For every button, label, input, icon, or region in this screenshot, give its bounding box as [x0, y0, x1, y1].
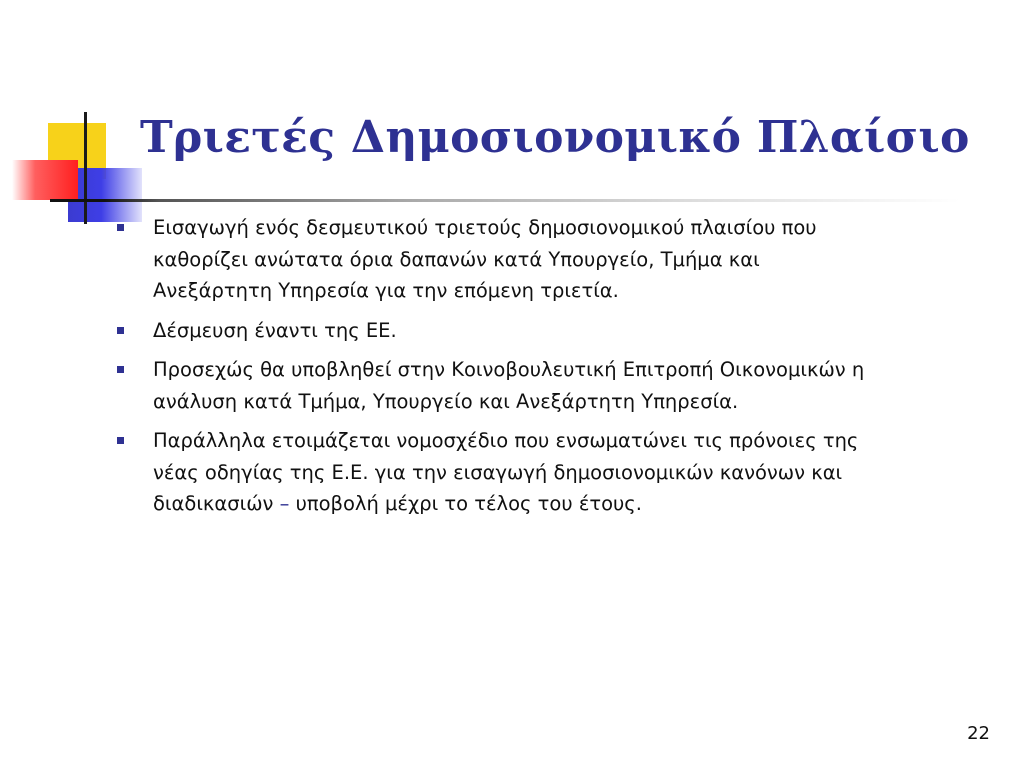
bullet-item [113, 354, 873, 417]
red-square [12, 160, 78, 200]
square-bullet-icon [117, 366, 124, 373]
bullet-list [113, 212, 873, 528]
bullet-text [153, 425, 873, 520]
page-number: 22 [967, 723, 990, 744]
bullet-text: Δέσμευση έναντι της ΕΕ. [153, 318, 397, 342]
bullet-text-part: υποβολή μέχρι το τέλος του έτους. [289, 492, 642, 515]
slide-title: Τριετές Δημοσιονομικό Πλαίσιο [140, 112, 970, 163]
bullet-text-part: Παράλληλα ετοιμάζεται νομοσχέδιο που ενσωματώνει τις πρόνοιες της νέας οδηγίας της Ε.Ε. για την εισαγωγή δημοσιονομικών κανόνων και διαδικασιών [153, 429, 859, 515]
square-bullet-icon [117, 224, 124, 231]
bullet-item [113, 212, 873, 307]
square-bullet-icon [117, 327, 124, 334]
bullet-text: Προσεχώς θα υποβληθεί στην Κοινοβουλευτική Επιτροπή Οικονομικών η ανάλυση κατά Τμήμα, Υπουργείο και Ανεξάρτητη Υπηρεσία. [153, 358, 865, 413]
title-underline [50, 199, 960, 202]
bullet-item [113, 425, 873, 520]
vertical-rule [84, 112, 87, 224]
square-bullet-icon [117, 437, 124, 444]
dash-glyph: – [279, 492, 290, 515]
bullet-item [113, 315, 873, 347]
decorative-squares [0, 0, 160, 240]
bullet-text: Εισαγωγή ενός δεσμευτικού τριετούς δημοσιονομικού πλαισίου που καθορίζει ανώτατα όρια δαπανών κατά Υπουργείο, Τμήμα και Ανεξάρτητη Υπηρεσία για την επόμενη τριετία. [153, 216, 817, 302]
